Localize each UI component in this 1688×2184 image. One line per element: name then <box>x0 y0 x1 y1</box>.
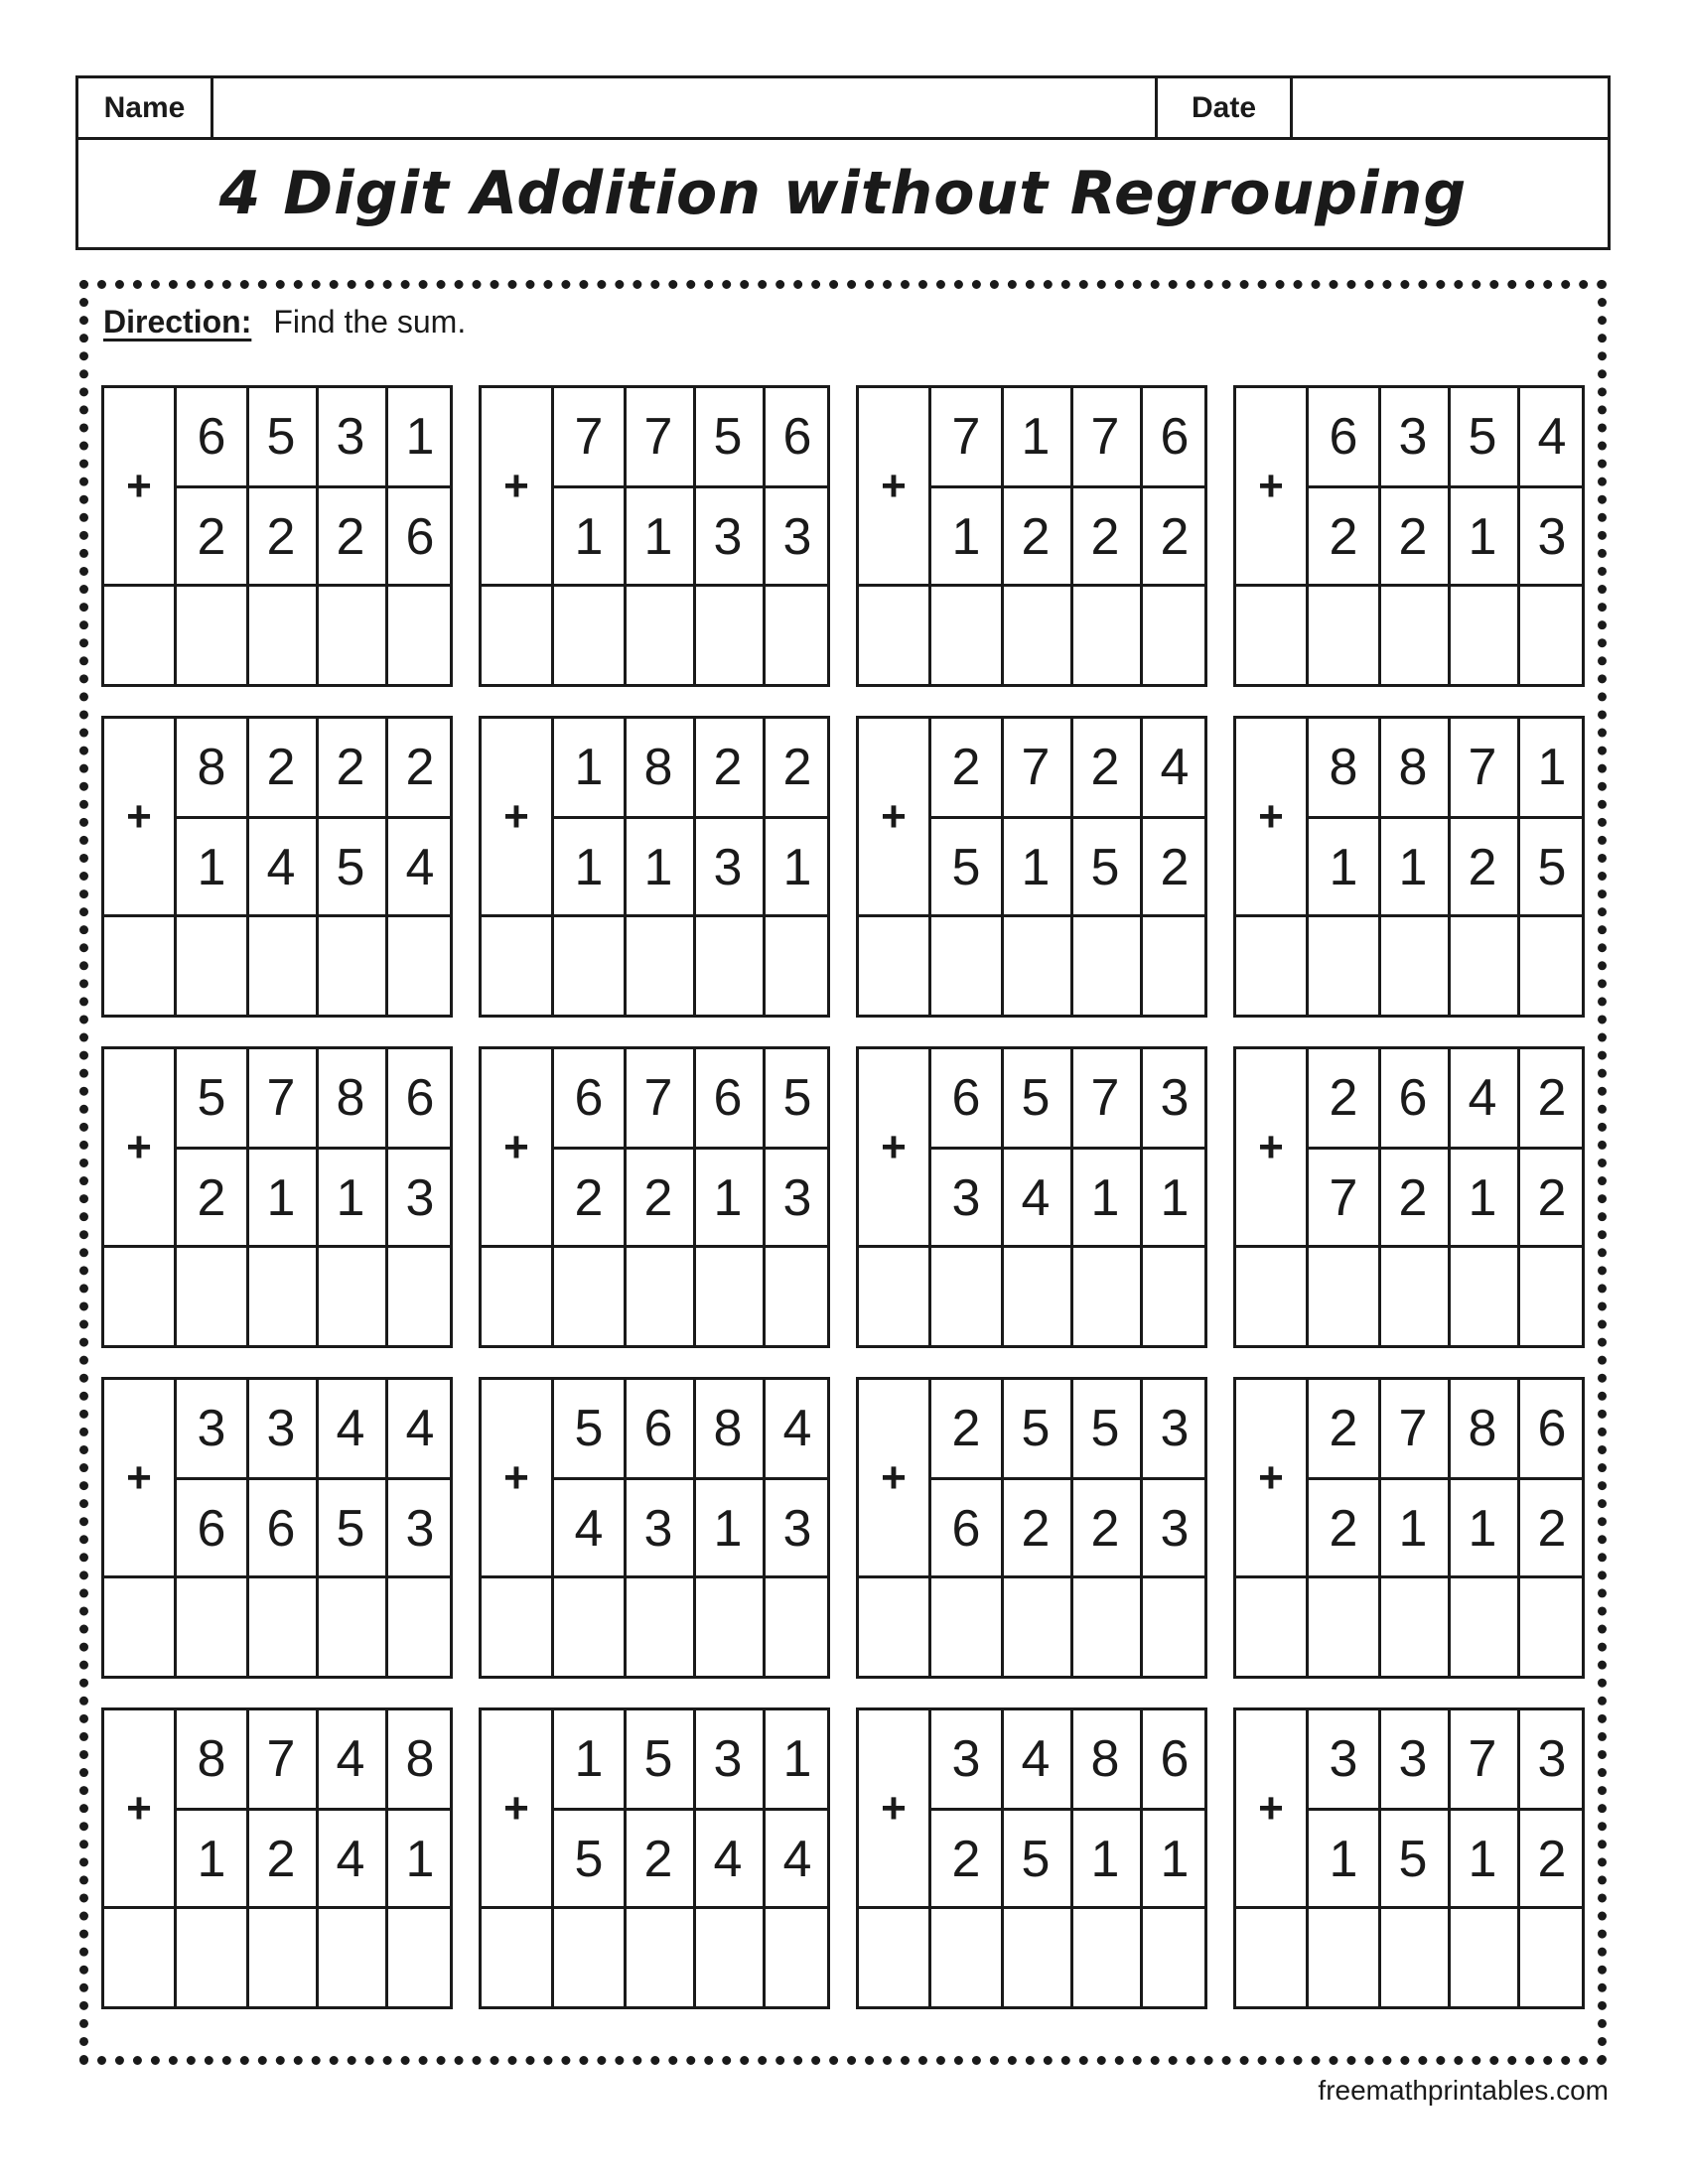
answer-cell[interactable] <box>557 917 621 1015</box>
top-addend-digit: 5 <box>1468 408 1497 466</box>
top-addend-digit: 3 <box>1160 1069 1190 1127</box>
bottom-addend-digit: 2 <box>951 1831 981 1888</box>
answer-cell[interactable] <box>249 1909 313 2006</box>
direction-label: Direction: <box>103 304 252 340</box>
answer-cell[interactable] <box>1520 1248 1584 1345</box>
plus-sign: + <box>881 791 907 841</box>
bottom-addend-digit: 5 <box>1398 1831 1428 1888</box>
answer-cell[interactable] <box>627 587 690 684</box>
top-addend-digit: 5 <box>266 408 296 466</box>
answer-cell[interactable] <box>1143 1578 1206 1676</box>
bottom-addend-digit: 2 <box>643 1831 673 1888</box>
plus-sign: + <box>503 1122 529 1171</box>
bottom-addend-digit: 2 <box>1090 508 1120 566</box>
bottom-addend-digit: 4 <box>713 1831 743 1888</box>
plus-sign: + <box>126 1122 152 1171</box>
answer-cell[interactable] <box>1143 1909 1206 2006</box>
plus-sign: + <box>1258 1122 1284 1171</box>
top-addend-digit: 7 <box>1021 739 1051 796</box>
bottom-addend-digit: 2 <box>1537 1169 1567 1227</box>
answer-cell[interactable] <box>557 1578 621 1676</box>
top-addend-digit: 2 <box>336 739 365 796</box>
answer-cell[interactable] <box>1520 1909 1584 2006</box>
top-addend-digit: 5 <box>1090 1400 1120 1457</box>
top-addend-digit: 1 <box>782 1730 812 1788</box>
addition-problem <box>101 716 453 1018</box>
bottom-addend-digit: 1 <box>643 508 673 566</box>
bottom-addend-digit: 1 <box>1021 839 1051 896</box>
plus-sign: + <box>881 1783 907 1833</box>
answer-cell[interactable] <box>934 1909 998 2006</box>
bottom-addend-digit: 4 <box>405 839 435 896</box>
top-addend-digit: 3 <box>266 1400 296 1457</box>
top-addend-digit: 4 <box>1021 1730 1051 1788</box>
addition-problem <box>856 1377 1207 1679</box>
bottom-addend-digit: 1 <box>1468 1500 1497 1558</box>
top-addend-digit: 4 <box>405 1400 435 1457</box>
top-addend-digit: 2 <box>951 1400 981 1457</box>
bottom-addend-digit: 3 <box>405 1500 435 1558</box>
plus-sign: + <box>1258 461 1284 510</box>
addition-problem <box>1233 716 1585 1018</box>
bottom-addend-digit: 5 <box>336 839 365 896</box>
addition-problem <box>1233 1707 1585 2009</box>
answer-cell[interactable] <box>1143 587 1206 684</box>
bottom-addend-digit: 4 <box>336 1831 365 1888</box>
answer-cell[interactable] <box>319 1909 382 2006</box>
answer-cell[interactable] <box>934 1248 998 1345</box>
top-addend-digit: 2 <box>713 739 743 796</box>
bottom-addend-digit: 2 <box>1329 1500 1358 1558</box>
answer-cell[interactable] <box>1312 1578 1375 1676</box>
answer-cell[interactable] <box>1073 1248 1137 1345</box>
bottom-addend-digit: 6 <box>266 1500 296 1558</box>
answer-cell[interactable] <box>319 1578 382 1676</box>
answer-cell[interactable] <box>1381 917 1445 1015</box>
plus-sign: + <box>881 1122 907 1171</box>
top-addend-digit: 2 <box>405 739 435 796</box>
answer-cell[interactable] <box>1004 1909 1067 2006</box>
answer-cell[interactable] <box>249 1248 313 1345</box>
answer-cell[interactable] <box>1004 917 1067 1015</box>
bottom-addend-digit: 1 <box>1090 1169 1120 1227</box>
plus-sign: + <box>503 791 529 841</box>
bottom-addend-digit: 2 <box>1329 508 1358 566</box>
bottom-addend-digit: 5 <box>951 839 981 896</box>
name-date-row <box>78 78 1608 140</box>
top-addend-digit: 7 <box>1090 1069 1120 1127</box>
top-addend-digit: 6 <box>405 1069 435 1127</box>
bottom-addend-digit: 1 <box>643 839 673 896</box>
bottom-addend-digit: 1 <box>336 1169 365 1227</box>
answer-cell[interactable] <box>934 587 998 684</box>
top-addend-digit: 7 <box>266 1069 296 1127</box>
answer-cell[interactable] <box>1520 1578 1584 1676</box>
answer-cell[interactable] <box>388 587 452 684</box>
top-addend-digit: 4 <box>1468 1069 1497 1127</box>
top-addend-digit: 4 <box>336 1400 365 1457</box>
top-addend-digit: 5 <box>643 1730 673 1788</box>
answer-cell[interactable] <box>1312 1248 1375 1345</box>
answer-cell[interactable] <box>696 1909 760 2006</box>
answer-cell[interactable] <box>1381 1909 1445 2006</box>
answer-cell[interactable] <box>388 1909 452 2006</box>
bottom-addend-digit: 1 <box>1090 1831 1120 1888</box>
bottom-addend-digit: 7 <box>1329 1169 1358 1227</box>
bottom-addend-digit: 1 <box>405 1831 435 1888</box>
bottom-addend-digit: 2 <box>1537 1831 1567 1888</box>
bottom-addend-digit: 2 <box>1398 1169 1428 1227</box>
addition-problem <box>856 1046 1207 1348</box>
answer-cell[interactable] <box>388 917 452 1015</box>
top-addend-digit: 6 <box>197 408 226 466</box>
bottom-addend-digit: 1 <box>713 1169 743 1227</box>
answer-cell[interactable] <box>1451 1578 1514 1676</box>
bottom-addend-digit: 1 <box>1160 1831 1190 1888</box>
addition-problem <box>1233 1377 1585 1679</box>
bottom-addend-digit: 5 <box>574 1831 604 1888</box>
answer-cell[interactable] <box>1004 587 1067 684</box>
bottom-addend-digit: 1 <box>1468 508 1497 566</box>
addition-problem <box>479 385 830 687</box>
bottom-addend-digit: 3 <box>713 839 743 896</box>
bottom-addend-digit: 2 <box>574 1169 604 1227</box>
plus-sign: + <box>881 461 907 510</box>
date-label-cell <box>1158 78 1293 137</box>
answer-cell[interactable] <box>1143 917 1206 1015</box>
answer-cell[interactable] <box>249 1578 313 1676</box>
name-label-cell <box>78 78 213 137</box>
answer-cell[interactable] <box>696 1248 760 1345</box>
bottom-addend-digit: 5 <box>336 1500 365 1558</box>
bottom-addend-digit: 3 <box>782 1500 812 1558</box>
top-addend-digit: 8 <box>643 739 673 796</box>
top-addend-digit: 7 <box>951 408 981 466</box>
answer-cell[interactable] <box>1381 587 1445 684</box>
top-addend-digit: 2 <box>1329 1400 1358 1457</box>
bottom-addend-digit: 1 <box>782 839 812 896</box>
top-addend-digit: 8 <box>1468 1400 1497 1457</box>
bottom-addend-digit: 2 <box>1468 839 1497 896</box>
plus-sign: + <box>503 1452 529 1502</box>
top-addend-digit: 6 <box>643 1400 673 1457</box>
addition-problem <box>479 1707 830 2009</box>
top-addend-digit: 8 <box>713 1400 743 1457</box>
bottom-addend-digit: 2 <box>1021 1500 1051 1558</box>
answer-cell[interactable] <box>557 1248 621 1345</box>
bottom-addend-digit: 1 <box>1468 1831 1497 1888</box>
top-addend-digit: 4 <box>336 1730 365 1788</box>
bottom-addend-digit: 1 <box>1398 839 1428 896</box>
bottom-addend-digit: 3 <box>782 1169 812 1227</box>
top-addend-digit: 6 <box>1537 1400 1567 1457</box>
plus-sign: + <box>1258 1783 1284 1833</box>
top-addend-digit: 8 <box>1398 739 1428 796</box>
answer-cell[interactable] <box>1312 917 1375 1015</box>
direction <box>103 304 466 341</box>
addition-problem <box>856 1707 1207 2009</box>
bottom-addend-digit: 1 <box>266 1169 296 1227</box>
top-addend-digit: 3 <box>197 1400 226 1457</box>
top-addend-digit: 3 <box>713 1730 743 1788</box>
plus-sign: + <box>126 461 152 510</box>
top-addend-digit: 4 <box>1160 739 1190 796</box>
answer-cell[interactable] <box>696 587 760 684</box>
bottom-addend-digit: 5 <box>1021 1831 1051 1888</box>
answer-cell[interactable] <box>766 917 829 1015</box>
direction-text: Find the sum. <box>273 304 467 340</box>
answer-cell[interactable] <box>1004 1248 1067 1345</box>
answer-cell[interactable] <box>1073 1909 1137 2006</box>
answer-cell[interactable] <box>1312 1909 1375 2006</box>
bottom-addend-digit: 1 <box>197 839 226 896</box>
top-addend-digit: 7 <box>1468 739 1497 796</box>
answer-cell[interactable] <box>696 1578 760 1676</box>
bottom-addend-digit: 5 <box>1537 839 1567 896</box>
top-addend-digit: 6 <box>713 1069 743 1127</box>
plus-sign: + <box>503 1783 529 1833</box>
bottom-addend-digit: 1 <box>1398 1500 1428 1558</box>
bottom-addend-digit: 3 <box>713 508 743 566</box>
top-addend-digit: 2 <box>1329 1069 1358 1127</box>
top-addend-digit: 2 <box>266 739 296 796</box>
top-addend-digit: 8 <box>1329 739 1358 796</box>
bottom-addend-digit: 2 <box>197 1169 226 1227</box>
bottom-addend-digit: 2 <box>643 1169 673 1227</box>
name-label: Name <box>103 90 186 124</box>
answer-cell[interactable] <box>319 917 382 1015</box>
bottom-addend-digit: 1 <box>197 1831 226 1888</box>
top-addend-digit: 3 <box>1537 1730 1567 1788</box>
bottom-addend-digit: 1 <box>1468 1169 1497 1227</box>
top-addend-digit: 6 <box>951 1069 981 1127</box>
top-addend-digit: 3 <box>1160 1400 1190 1457</box>
bottom-addend-digit: 1 <box>713 1500 743 1558</box>
problems-grid <box>101 385 1585 2009</box>
bottom-addend-digit: 2 <box>1021 508 1051 566</box>
bottom-addend-digit: 2 <box>197 508 226 566</box>
bottom-addend-digit: 6 <box>197 1500 226 1558</box>
top-addend-digit: 8 <box>1090 1730 1120 1788</box>
addition-problem <box>1233 385 1585 687</box>
addition-problem <box>479 716 830 1018</box>
addition-problem <box>101 385 453 687</box>
top-addend-digit: 2 <box>1090 739 1120 796</box>
answer-cell[interactable] <box>557 1909 621 2006</box>
answer-cell[interactable] <box>249 917 313 1015</box>
addition-problem <box>479 1377 830 1679</box>
top-addend-digit: 6 <box>1160 408 1190 466</box>
addition-problem <box>101 1046 453 1348</box>
worksheet-title: 4 Digit Addition without Regrouping <box>218 159 1468 228</box>
bottom-addend-digit: 5 <box>1090 839 1120 896</box>
top-addend-digit: 6 <box>1160 1730 1190 1788</box>
bottom-addend-digit: 1 <box>1160 1169 1190 1227</box>
top-addend-digit: 5 <box>713 408 743 466</box>
top-addend-digit: 6 <box>574 1069 604 1127</box>
bottom-addend-digit: 1 <box>574 508 604 566</box>
top-addend-digit: 7 <box>1090 408 1120 466</box>
top-addend-digit: 5 <box>574 1400 604 1457</box>
top-addend-digit: 7 <box>266 1730 296 1788</box>
top-addend-digit: 6 <box>1329 408 1358 466</box>
top-addend-digit: 1 <box>1021 408 1051 466</box>
bottom-addend-digit: 1 <box>1329 839 1358 896</box>
answer-cell[interactable] <box>180 1578 243 1676</box>
top-addend-digit: 4 <box>782 1400 812 1457</box>
top-addend-digit: 7 <box>1468 1730 1497 1788</box>
bottom-addend-digit: 2 <box>1160 839 1190 896</box>
top-addend-digit: 3 <box>1329 1730 1358 1788</box>
top-addend-digit: 5 <box>1021 1400 1051 1457</box>
bottom-addend-digit: 2 <box>1160 508 1190 566</box>
bottom-addend-digit: 4 <box>782 1831 812 1888</box>
bottom-addend-digit: 3 <box>1537 508 1567 566</box>
date-label: Date <box>1191 90 1257 124</box>
top-addend-digit: 6 <box>782 408 812 466</box>
plus-sign: + <box>881 1452 907 1502</box>
date-field[interactable] <box>1293 78 1608 137</box>
top-addend-digit: 3 <box>1398 408 1428 466</box>
addition-problem <box>479 1046 830 1348</box>
bottom-addend-digit: 3 <box>782 508 812 566</box>
bottom-addend-digit: 6 <box>405 508 435 566</box>
answer-cell[interactable] <box>627 1578 690 1676</box>
answer-cell[interactable] <box>627 917 690 1015</box>
top-addend-digit: 7 <box>643 408 673 466</box>
answer-cell[interactable] <box>1312 587 1375 684</box>
answer-cell[interactable] <box>319 587 382 684</box>
top-addend-digit: 5 <box>782 1069 812 1127</box>
top-addend-digit: 1 <box>574 1730 604 1788</box>
bottom-addend-digit: 3 <box>643 1500 673 1558</box>
top-addend-digit: 7 <box>643 1069 673 1127</box>
bottom-addend-digit: 2 <box>266 1831 296 1888</box>
answer-cell[interactable] <box>1451 1248 1514 1345</box>
answer-cell[interactable] <box>1381 1248 1445 1345</box>
addition-problem <box>856 385 1207 687</box>
answer-cell[interactable] <box>766 1248 829 1345</box>
addition-problem <box>856 716 1207 1018</box>
footer-site: freemathprintables.com <box>1318 2075 1609 2106</box>
plus-sign: + <box>126 791 152 841</box>
top-addend-digit: 7 <box>1398 1400 1428 1457</box>
top-addend-digit: 1 <box>1537 739 1567 796</box>
answer-cell[interactable] <box>388 1248 452 1345</box>
top-addend-digit: 5 <box>1021 1069 1051 1127</box>
top-addend-digit: 7 <box>574 408 604 466</box>
answer-cell[interactable] <box>1520 917 1584 1015</box>
plus-sign: + <box>503 461 529 510</box>
answer-cell[interactable] <box>1073 917 1137 1015</box>
top-addend-digit: 3 <box>1398 1730 1428 1788</box>
top-addend-digit: 4 <box>1537 408 1567 466</box>
addition-problem <box>1233 1046 1585 1348</box>
top-addend-digit: 5 <box>197 1069 226 1127</box>
bottom-addend-digit: 1 <box>574 839 604 896</box>
answer-cell[interactable] <box>180 587 243 684</box>
plus-sign: + <box>126 1452 152 1502</box>
addition-problem <box>101 1707 453 2009</box>
top-addend-digit: 2 <box>951 739 981 796</box>
bottom-addend-digit: 3 <box>405 1169 435 1227</box>
bottom-addend-digit: 1 <box>1329 1831 1358 1888</box>
answer-cell[interactable] <box>627 1248 690 1345</box>
top-addend-digit: 3 <box>336 408 365 466</box>
answer-cell[interactable] <box>1004 1578 1067 1676</box>
top-addend-digit: 2 <box>1537 1069 1567 1127</box>
bottom-addend-digit: 4 <box>1021 1169 1051 1227</box>
answer-cell[interactable] <box>1451 1909 1514 2006</box>
answer-cell[interactable] <box>180 1248 243 1345</box>
answer-cell[interactable] <box>766 1909 829 2006</box>
bottom-addend-digit: 3 <box>951 1169 981 1227</box>
answer-cell[interactable] <box>1451 587 1514 684</box>
answer-cell[interactable] <box>388 1578 452 1676</box>
bottom-addend-digit: 4 <box>266 839 296 896</box>
answer-cell[interactable] <box>766 587 829 684</box>
answer-cell[interactable] <box>557 587 621 684</box>
answer-cell[interactable] <box>319 1248 382 1345</box>
top-addend-digit: 2 <box>782 739 812 796</box>
top-addend-digit: 8 <box>336 1069 365 1127</box>
answer-cell[interactable] <box>1381 1578 1445 1676</box>
answer-cell[interactable] <box>1073 587 1137 684</box>
bottom-addend-digit: 2 <box>1090 1500 1120 1558</box>
answer-cell[interactable] <box>934 1578 998 1676</box>
answer-cell[interactable] <box>1073 1578 1137 1676</box>
name-field[interactable] <box>213 78 1158 137</box>
answer-cell[interactable] <box>766 1578 829 1676</box>
worksheet-header <box>75 75 1611 250</box>
addition-problem <box>101 1377 453 1679</box>
answer-cell[interactable] <box>934 917 998 1015</box>
top-addend-digit: 3 <box>951 1730 981 1788</box>
top-addend-digit: 8 <box>197 1730 226 1788</box>
answer-cell[interactable] <box>1451 917 1514 1015</box>
top-addend-digit: 8 <box>197 739 226 796</box>
bottom-addend-digit: 2 <box>336 508 365 566</box>
top-addend-digit: 6 <box>1398 1069 1428 1127</box>
bottom-addend-digit: 2 <box>1537 1500 1567 1558</box>
plus-sign: + <box>126 1783 152 1833</box>
bottom-addend-digit: 4 <box>574 1500 604 1558</box>
plus-sign: + <box>1258 1452 1284 1502</box>
answer-cell[interactable] <box>180 1909 243 2006</box>
bottom-addend-digit: 1 <box>951 508 981 566</box>
bottom-addend-digit: 2 <box>1398 508 1428 566</box>
answer-cell[interactable] <box>627 1909 690 2006</box>
bottom-addend-digit: 2 <box>266 508 296 566</box>
answer-cell[interactable] <box>249 587 313 684</box>
answer-cell[interactable] <box>1520 587 1584 684</box>
answer-cell[interactable] <box>180 917 243 1015</box>
top-addend-digit: 1 <box>574 739 604 796</box>
bottom-addend-digit: 6 <box>951 1500 981 1558</box>
top-addend-digit: 8 <box>405 1730 435 1788</box>
top-addend-digit: 1 <box>405 408 435 466</box>
plus-sign: + <box>1258 791 1284 841</box>
bottom-addend-digit: 3 <box>1160 1500 1190 1558</box>
answer-cell[interactable] <box>696 917 760 1015</box>
answer-cell[interactable] <box>1143 1248 1206 1345</box>
